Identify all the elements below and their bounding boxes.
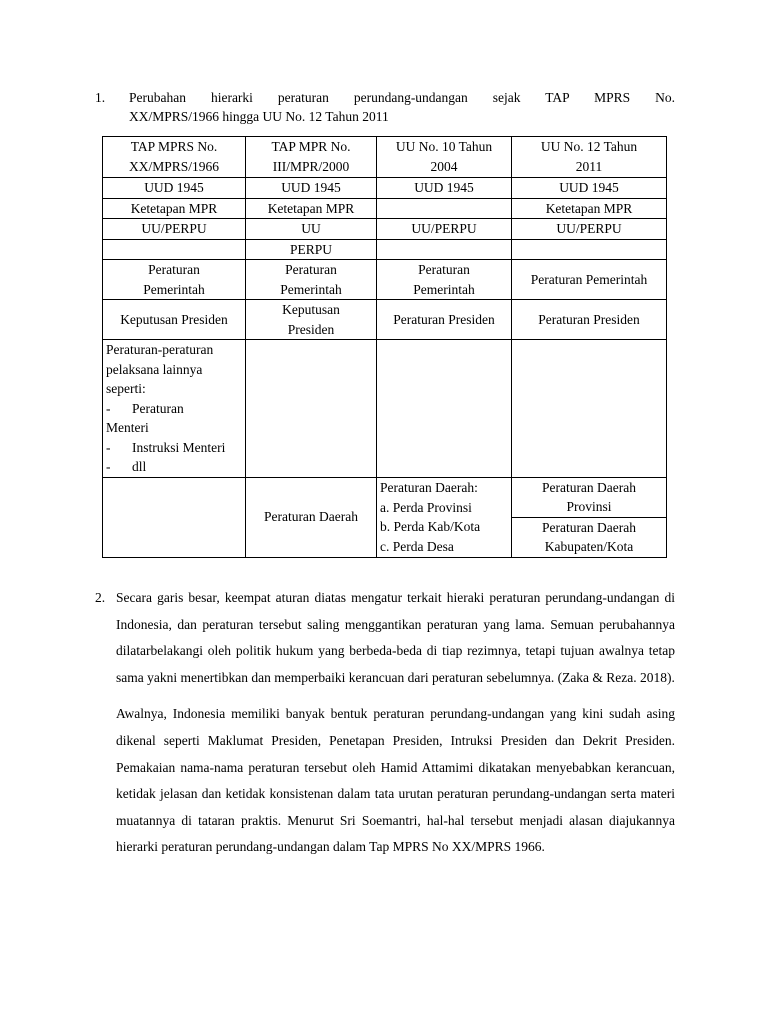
table-cell — [512, 340, 667, 478]
perda-provinsi-cell: Peraturan Daerah Provinsi — [512, 478, 666, 518]
table-cell: Peraturan-peraturan pelaksana lainnya seperti: - Peraturan Menteri - Instruksi Menteri - dll — [103, 340, 246, 478]
table-cell: Ketetapan MPR — [512, 198, 667, 219]
table-cell: UU/PERPU — [512, 219, 667, 240]
table-cell: Ketetapan MPR — [103, 198, 246, 219]
table-row — [103, 219, 667, 240]
table-cell: Peraturan Pemerintah — [377, 260, 512, 300]
table-cell: UUD 1945 — [103, 178, 246, 199]
table-row — [103, 300, 667, 340]
table-row — [103, 340, 667, 478]
table-cell — [512, 239, 667, 260]
table-row — [103, 239, 667, 260]
table-cell: UUD 1945 — [246, 178, 377, 199]
perda-kabupaten-cell: Peraturan Daerah Kabupaten/Kota — [541, 519, 637, 554]
item-1-heading-line-1: Perubahan hierarki peraturan perundang-undangan sejak TAP MPRS No. — [129, 90, 675, 105]
table-cell: Peraturan Presiden — [377, 300, 512, 340]
table-header-row — [103, 137, 667, 178]
table-row — [103, 198, 667, 219]
table-cell: PERPU — [246, 239, 377, 260]
table-cell — [377, 239, 512, 260]
item-number: 1. — [95, 90, 106, 105]
table-cell: Peraturan Presiden — [512, 300, 667, 340]
table-cell — [512, 477, 667, 557]
table-cell: Keputusan Presiden — [103, 300, 246, 340]
table-cell: Peraturan Pemerintah — [246, 260, 377, 300]
table-cell: Peraturan Pemerintah — [103, 260, 246, 300]
paragraph: Awalnya, Indonesia memiliki banyak bentuk peraturan perundang-undangan yang kini sudah asing dikenal seperti Maklumat Presiden, Penetapan Presiden, Intruksi Presiden dan Dekrit Presiden. Pemakaian nama-nama peraturan tersebut oleh Hamid Attamimi dikatakan menyebabkan kerancuan, ketidak jelasan dan ketidak konsistenan dalam tata urutan peraturan perundang-undangan serta materi muatannya di tataran praktis. Menurut Sri Soemantri, hal-hal tersebut menjadi alasan diajukannya hierarki peraturan perundang-undangan dalam Tap MPRS No XX/MPRS 1966. — [116, 706, 675, 855]
table-cell: UU/PERPU — [377, 219, 512, 240]
list-item: - Peraturan — [106, 400, 184, 416]
table-row — [103, 477, 667, 557]
table-cell: Ketetapan MPR — [246, 198, 377, 219]
table-header-cell: UU No. 10 Tahun 2004 — [377, 137, 512, 178]
table-header-cell: TAP MPR No. III/MPR/2000 — [246, 137, 377, 178]
table-cell: UU/PERPU — [103, 219, 246, 240]
table-cell: Keputusan Presiden — [246, 300, 377, 340]
table-cell — [103, 477, 246, 557]
table-row — [103, 178, 667, 199]
hierarchy-table — [102, 136, 667, 558]
list-item-1 — [95, 88, 675, 126]
list-item: - Instruksi Menteri — [106, 439, 226, 455]
table-cell: UU — [246, 219, 377, 240]
table-cell: Peraturan Pemerintah — [512, 260, 667, 300]
table-cell — [103, 239, 246, 260]
table-cell: Peraturan Daerah — [246, 477, 377, 557]
table-cell: UUD 1945 — [377, 178, 512, 199]
table-row — [103, 260, 667, 300]
item-number: 2. — [95, 590, 106, 605]
table-cell: Peraturan Daerah: a. Perda Provinsi b. Perda Kab/Kota c. Perda Desa — [377, 477, 512, 557]
table-cell — [377, 340, 512, 478]
item-1-heading-line-2: XX/MPRS/1966 hingga UU No. 12 Tahun 2011 — [129, 109, 389, 124]
table-header-cell: UU No. 12 Tahun 2011 — [512, 137, 667, 178]
list-item-2 — [95, 585, 675, 861]
table-cell — [246, 340, 377, 478]
paragraph: Secara garis besar, keempat aturan diatas mengatur terkait hieraki peraturan perundang-undangan di Indonesia, dan peraturan tersebut saling menggantikan peraturan yang lama. Semuan perubahannya dilatarbelakangi oleh politik hukum yang berbeda-beda di tiap rezimnya, tetapi tujuan awalnya tetap sama yakni menertibkan dan memperbaiki kerancuan dari peraturan sebelumnya. (Zaka & Reza. 2018). — [116, 590, 675, 685]
table-cell: UUD 1945 — [512, 178, 667, 199]
table-cell — [377, 198, 512, 219]
list-item: - dll — [106, 459, 147, 474]
table-header-cell: TAP MPRS No. XX/MPRS/1966 — [103, 137, 246, 178]
